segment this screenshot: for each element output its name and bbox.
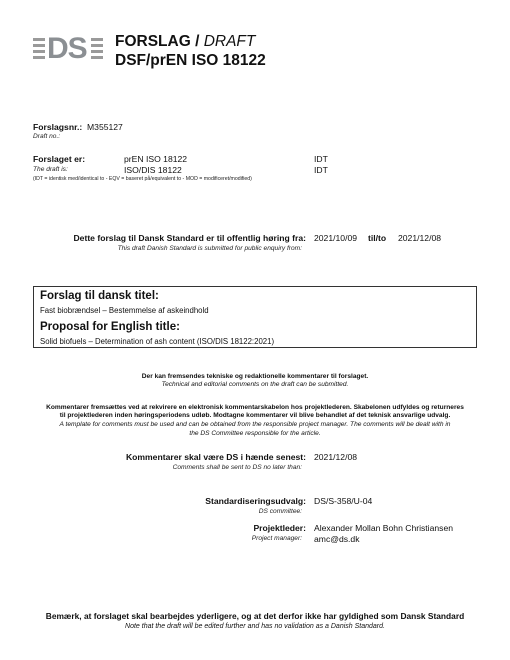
enquiry-label: Dette forslag til Dansk Standard er til offentlig høring fra: bbox=[73, 233, 306, 243]
comments-info-en: Technical and editorial comments on the draft can be submitted. bbox=[161, 381, 349, 388]
proposal-no-value: M355127 bbox=[87, 122, 123, 132]
danish-title-heading: Forslag til dansk titel: bbox=[40, 290, 159, 302]
project-leader-name: Alexander Mollan Bohn Christiansen bbox=[314, 523, 454, 533]
draft-is-legend: (IDT = identisk med/identical to - EQV = baseret på/equivalent to - MOD = modificeret/modified) bbox=[33, 176, 252, 182]
footer-notice-da: Bemærk, at forslaget skal bearbejdes yderligere, og at det derfor ikke har gyldighed som Dansk Standard bbox=[45, 611, 465, 621]
document-id: DSF/prEN ISO 18122 bbox=[115, 52, 266, 69]
english-title: Solid biofuels – Determination of ash content (ISO/DIS 18122:2021) bbox=[40, 337, 275, 346]
enquiry-to: 2021/12/08 bbox=[398, 233, 442, 243]
title-prefix: FORSLAG / bbox=[115, 33, 200, 50]
committee-sublabel: DS committee: bbox=[258, 508, 302, 515]
enquiry-sublabel: This draft Danish Standard is submitted for public enquiry from: bbox=[117, 245, 302, 252]
draft-is-code-1: IDT bbox=[314, 154, 328, 164]
draft-is-sublabel: The draft is: bbox=[33, 166, 68, 173]
project-leader-email[interactable]: amc@ds.dk bbox=[314, 534, 360, 544]
title-box bbox=[33, 286, 477, 348]
project-leader-sublabel: Project manager: bbox=[251, 535, 302, 542]
draft-is-code-2: IDT bbox=[314, 165, 328, 175]
ds-logo bbox=[33, 32, 105, 65]
enquiry-to-label: til/to bbox=[368, 233, 387, 243]
enquiry-from: 2021/10/09 bbox=[314, 233, 358, 243]
title-suffix: DRAFT bbox=[203, 33, 256, 50]
logo-bars-left bbox=[33, 38, 45, 60]
deadline-value: 2021/12/08 bbox=[314, 452, 358, 462]
project-leader-label: Projektleder: bbox=[253, 523, 306, 533]
draft-is-value-2: ISO/DIS 18122 bbox=[124, 165, 182, 175]
template-info-da-2: til projektlederen inden høringsperiodens udløb. Modtagne kommentarer vil blive behandlet af det teknisk ansvarlige udvalg. bbox=[59, 412, 451, 419]
deadline-label: Kommentarer skal være DS i hænde senest: bbox=[125, 452, 306, 462]
committee-value: DS/S-358/U-04 bbox=[314, 496, 373, 506]
template-info-en-2: the DS Committee responsible for the article. bbox=[189, 430, 321, 437]
template-info-en-1: A template for comments must be used and can be obtained from the responsible project manager. The comments will be dealt with in bbox=[59, 421, 451, 428]
committee-label: Standardiseringsudvalg: bbox=[205, 496, 306, 506]
danish-title: Fast biobrændsel – Bestemmelse af askeindhold bbox=[40, 306, 209, 315]
logo-bars-right bbox=[91, 38, 103, 60]
template-info-da-1: Kommentarer fremsættes ved at rekvirere en elektronisk kommentarskabelon hos projektlederen. Skabelonen udfyldes og returneres bbox=[46, 404, 464, 411]
draft-is-label: Forslaget er: bbox=[33, 154, 86, 164]
english-title-heading: Proposal for English title: bbox=[40, 321, 180, 333]
deadline-sublabel: Comments shall be sent to DS no later than: bbox=[172, 464, 302, 471]
draft-is-value-1: prEN ISO 18122 bbox=[124, 154, 188, 164]
footer-notice-en: Note that the draft will be edited further and has no validation as a Danish Standard. bbox=[125, 623, 385, 630]
document-title bbox=[115, 33, 255, 51]
proposal-no-sublabel: Draft no.: bbox=[33, 133, 61, 140]
logo-text: DS bbox=[47, 32, 87, 65]
comments-info-da: Der kan fremsendes tekniske og redaktionelle kommentarer til forslaget. bbox=[141, 373, 369, 380]
proposal-no-label: Forslagsnr.: bbox=[33, 122, 83, 132]
